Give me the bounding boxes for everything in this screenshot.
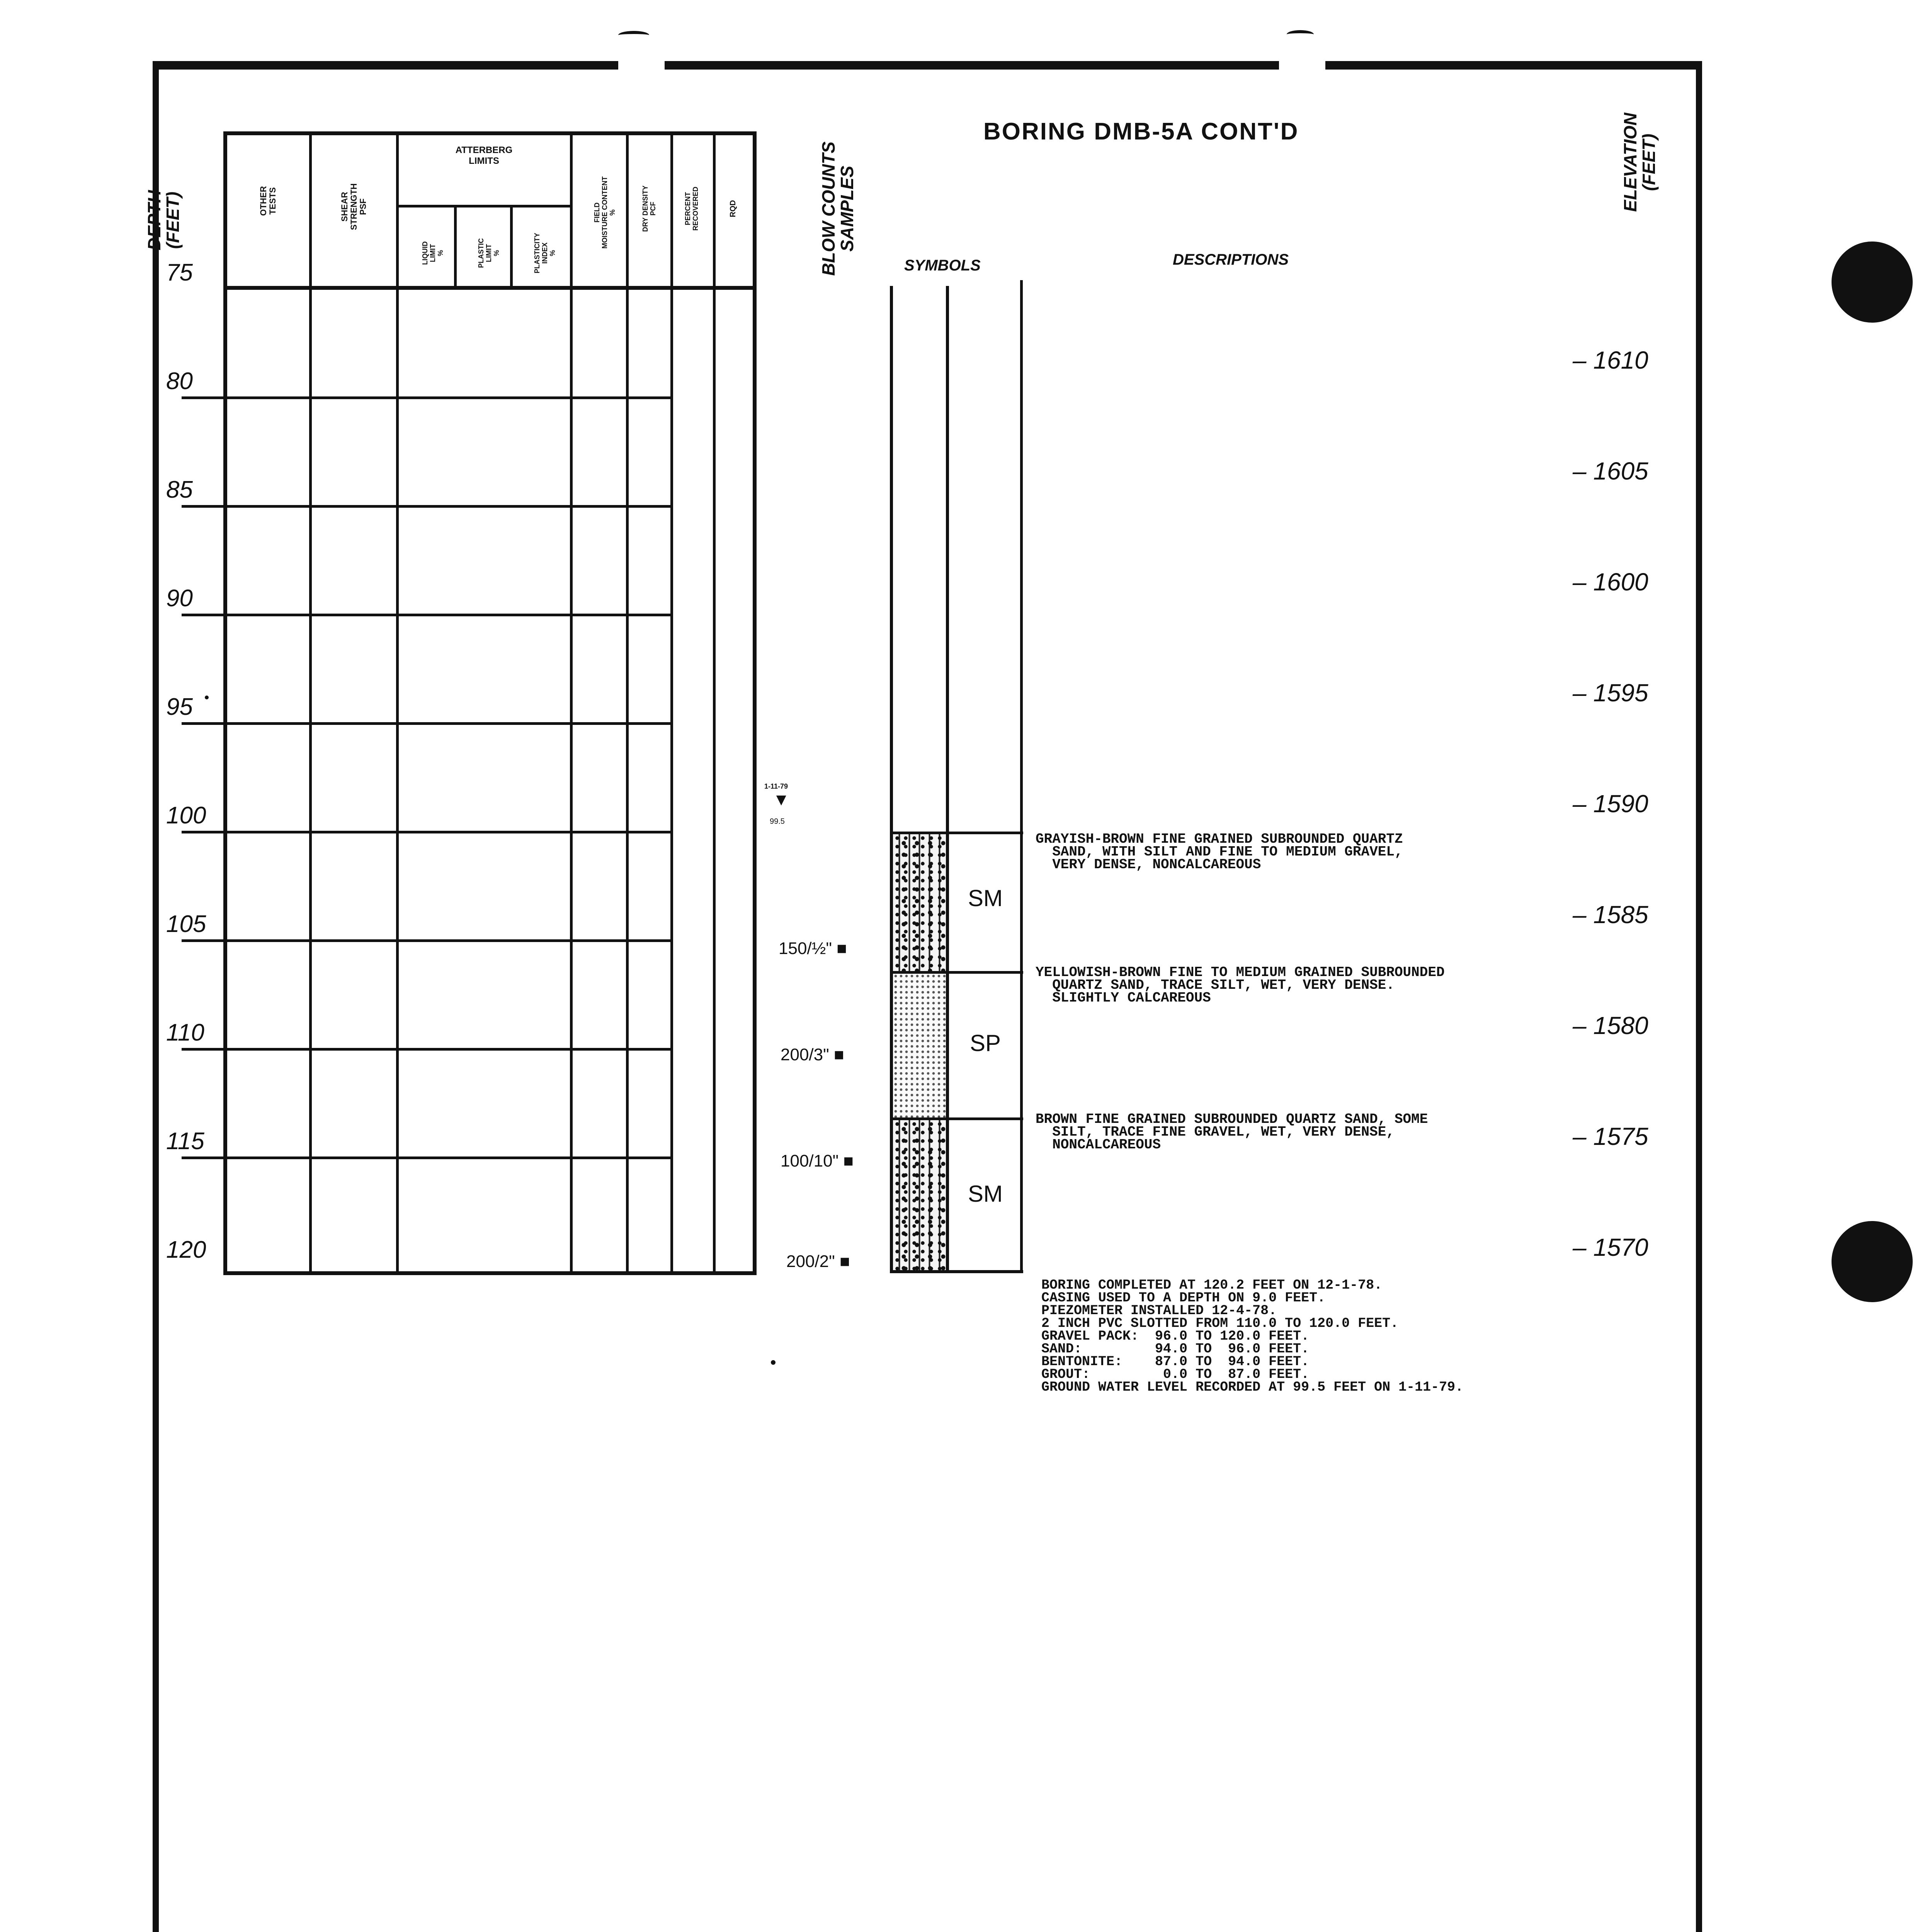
depth-label: 85 [166, 476, 193, 503]
col-atterberg-limits: ATTERBERG LIMITS [455, 145, 513, 166]
col-dry-density: DRY DENSITY PCF [641, 185, 657, 232]
elevation-label: – 1610 [1573, 346, 1648, 374]
col-percent-recovered: PERCENT RECOVERED [684, 186, 699, 231]
elevation-label: – 1590 [1573, 790, 1648, 818]
layer-description: YELLOWISH-BROWN FINE TO MEDIUM GRAINED SUBROUNDED QUARTZ SAND, TRACE SILT, WET, VERY DENSE. SLIGHTLY CALCAREOUS [1036, 964, 1445, 1006]
elevation-label: – 1605 [1573, 457, 1648, 485]
layer-code: SM [968, 885, 1003, 911]
soil-pattern-silty-sand [893, 834, 946, 971]
col-rqd: RQD [729, 200, 737, 218]
water-level-date: 1-11-79 [764, 782, 788, 790]
symbols-left-line [890, 286, 893, 1273]
blow-count: 200/3" ■ [781, 1045, 844, 1064]
layer-boundary [890, 971, 1023, 974]
speck [205, 696, 209, 699]
col-other-tests: OTHER TESTS [259, 186, 277, 216]
depth-tick [182, 831, 224, 833]
atterberg-divider [396, 205, 572, 207]
boring-title: BORING DMB-5A CONT'D [983, 118, 1299, 145]
col-liquid-limit: LIQUID LIMIT % [421, 241, 444, 265]
depth-tick [182, 396, 224, 399]
column-divider [570, 131, 573, 1275]
column-divider [713, 131, 716, 1275]
elevation-label: – 1580 [1573, 1012, 1648, 1039]
symbols-right-line [1020, 280, 1023, 1273]
depth-tick [182, 614, 224, 616]
column-divider [309, 131, 312, 1275]
elevation-label: – 1570 [1573, 1233, 1648, 1261]
col-plastic-limit: PLASTIC LIMIT % [477, 238, 500, 268]
blow-counts-label: BLOW COUNTS SAMPLES [818, 141, 857, 276]
binder-hole [1832, 1221, 1913, 1302]
column-divider [626, 131, 629, 1275]
depth-tick [182, 505, 224, 508]
frame-gap [1279, 58, 1325, 73]
layer-boundary [890, 832, 1023, 834]
col-shear-strength: SHEAR STRENGTH PSF [340, 183, 368, 230]
boring-notes: BORING COMPLETED AT 120.2 FEET ON 12-1-78. CASING USED TO A DEPTH ON 9.0 FEET. PIEZOMETER INSTALLED 12-4-78. 2 INCH PVC SLOTTED FROM 110.0 TO 120.0 FEET. GRAVEL PACK: 96.0 TO 120.0 FEET. SAND: 94.0 TO 96.0 FEET. BENTONITE: 87.0 TO 94.0 FEET. GROUT: 0.0 TO 87.0 FEET. GROUND WATER LEVEL RECORDED AT 99.5 FEET ON 1-11-79. [1041, 1277, 1464, 1395]
depth-label: 105 [166, 911, 206, 937]
water-level-depth: 99.5 [770, 817, 785, 826]
depth-row-line [223, 831, 672, 833]
depth-tick [182, 1156, 224, 1159]
blow-count: 100/10" ■ [781, 1151, 854, 1170]
col-moisture-content: FIELD MOISTURE CONTENT % [593, 176, 616, 249]
elevation-axis-label: ELEVATION (FEET) [1620, 112, 1659, 212]
elevation-label: – 1585 [1573, 901, 1648, 929]
symbols-mid-line [946, 286, 949, 1273]
depth-row-line [223, 1048, 672, 1051]
depth-row-line [223, 722, 672, 725]
depth-label: 90 [166, 585, 193, 612]
depth-axis-label: DEPTH (FEET) [144, 190, 183, 250]
depth-row-line [223, 505, 672, 508]
speck [771, 1360, 776, 1365]
elevation-label: – 1595 [1573, 679, 1648, 707]
depth-row-line [223, 396, 672, 399]
elevation-label: – 1575 [1573, 1122, 1648, 1150]
layer-code: SP [970, 1030, 1001, 1056]
depth-label: 115 [166, 1128, 204, 1155]
symbols-label: SYMBOLS [904, 257, 981, 274]
blow-count: 150/½" ■ [779, 939, 847, 958]
depth-tick [182, 939, 224, 942]
layer-code: SM [968, 1181, 1003, 1207]
column-divider [396, 131, 399, 1275]
depth-label: 75 [166, 259, 193, 286]
blow-count: 200/2" ■ [786, 1252, 850, 1271]
lab-data-table [223, 131, 757, 1275]
binder-hole [1832, 242, 1913, 323]
elevation-label: – 1600 [1573, 568, 1648, 596]
soil-pattern-silty-sand [893, 1120, 946, 1272]
depth-row-line [223, 939, 672, 942]
col-plasticity-index: PLASTICITY INDEX % [533, 233, 556, 274]
layer-boundary [890, 1270, 1023, 1273]
layer-description: GRAYISH-BROWN FINE GRAINED SUBROUNDED QUARTZ SAND, WITH SILT AND FINE TO MEDIUM GRAVEL, VERY DENSE, NONCALCAREOUS [1036, 831, 1403, 872]
depth-label: 120 [166, 1236, 206, 1263]
punch-mark [1287, 30, 1314, 39]
depth-row-line [223, 1156, 672, 1159]
depth-label: 95 [166, 694, 193, 720]
column-divider [454, 207, 457, 290]
depth-label: 80 [166, 368, 193, 395]
water-level-icon: ▼ [773, 790, 790, 809]
punch-mark [618, 31, 649, 39]
column-divider [510, 207, 513, 290]
depth-tick [182, 722, 224, 725]
depth-tick [182, 1048, 224, 1051]
descriptions-label: DESCRIPTIONS [1173, 251, 1289, 268]
soil-pattern-poorly-graded-sand [893, 973, 946, 1117]
depth-label: 110 [166, 1019, 204, 1046]
layer-boundary [890, 1117, 1023, 1120]
depth-row-line [223, 614, 672, 616]
layer-description: BROWN FINE GRAINED SUBROUNDED QUARTZ SAND, SOME SILT, TRACE FINE GRAVEL, WET, VERY DENSE, NONCALCAREOUS [1036, 1111, 1428, 1153]
frame-gap [618, 58, 665, 73]
column-divider [670, 131, 673, 1275]
depth-label: 100 [166, 802, 206, 829]
